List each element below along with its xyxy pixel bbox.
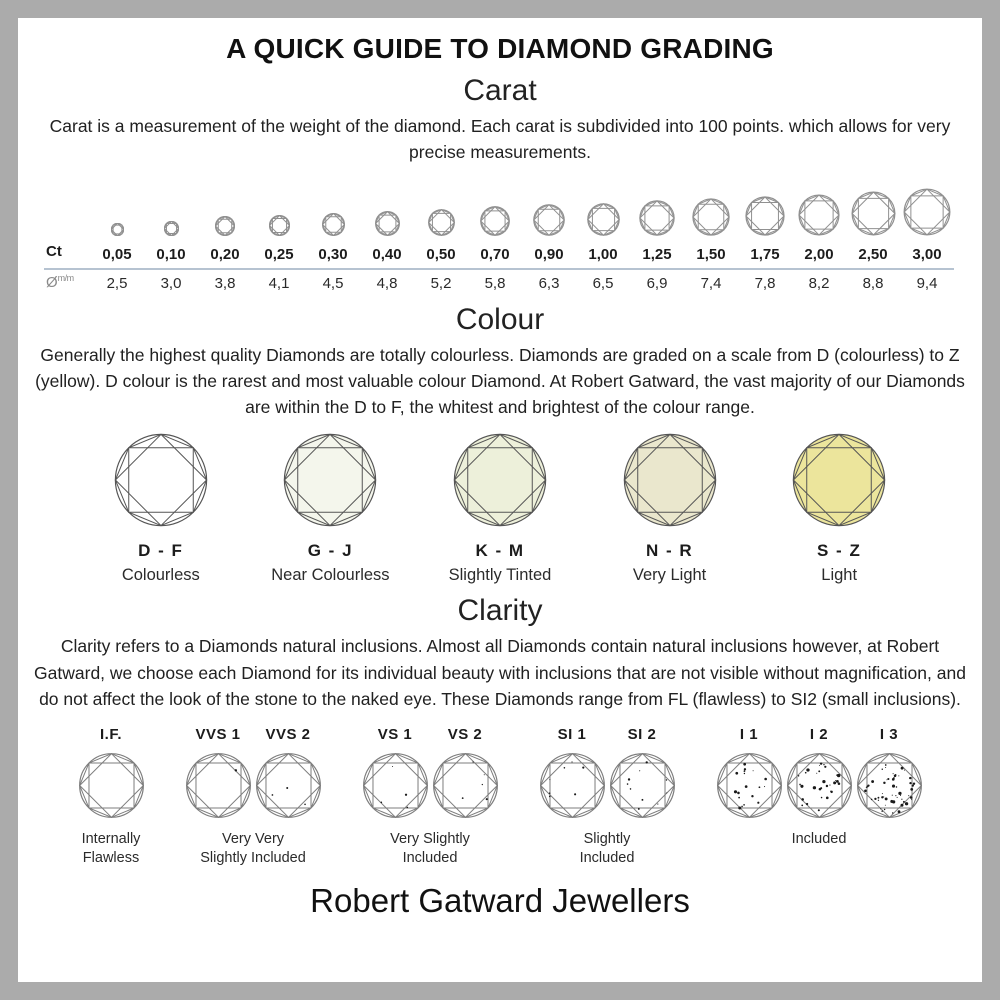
carat-diamond-icon [745,196,785,236]
carat-diamond-cell [252,174,306,236]
clarity-diamond-icon [786,752,853,819]
colour-grade-item [76,432,246,585]
colour-diamond-icon [282,432,378,528]
clarity-grade-code: SI 1 [557,726,587,743]
carat-weight-value: 0,30 [318,245,348,263]
colour-diamond-icon [113,432,209,528]
carat-weight-value: 0,50 [426,245,456,263]
colour-grade-item [415,432,585,585]
clarity-grade-code: I 1 [739,726,759,743]
clarity-diamond-row [78,752,145,819]
colour-grade-range: G - J [307,541,354,561]
clarity-group-label [580,830,635,868]
carat-weight-value: 0,20 [210,245,240,263]
clarity-group-label [82,830,141,868]
carat-diamond-cell [846,174,900,236]
clarity-section [18,594,982,867]
clarity-diamond-row [716,752,923,819]
clarity-diamond-icon [716,752,783,819]
carat-weight-value: 1,75 [750,245,780,263]
carat-diamond-icon [639,200,675,236]
clarity-group [185,726,322,868]
diamond-diameter-value: 5,8 [484,274,506,292]
clarity-group-label-line: Slightly [583,831,631,847]
carat-description: Carat is a measurement of the weight of the diamond. Each carat is subdivided into 100 points. which allows for very precise measurements. [49,116,951,163]
carat-diamond-cell [414,174,468,236]
carat-diamond-icon [428,209,455,236]
carat-diamond-icon [164,221,179,236]
carat-diamond-cell [684,174,738,236]
clarity-group-label [792,830,847,849]
carat-diamond-cell [792,174,846,236]
clarity-code-row [362,726,499,743]
carat-weight-value: 0,10 [156,245,186,263]
carat-diamond-cell [360,174,414,236]
carat-weight-value: 0,40 [372,245,402,263]
carat-diamond-cell [576,174,630,236]
clarity-heading: Clarity [457,594,543,628]
clarity-diamond-row [539,752,676,819]
clarity-group-label-line: Flawless [82,849,140,866]
clarity-diamond-icon [539,752,606,819]
clarity-group-label-line: Internally [81,831,141,847]
clarity-group-label-line: Included [402,849,458,866]
clarity-group-label-line: Very Very [221,831,285,847]
diamond-diameter-value: 6,9 [646,274,668,292]
carat-diamond-icon [533,204,565,236]
clarity-grade-code: I 3 [879,726,899,743]
carat-diamond-icon [215,216,235,236]
colour-grade-label: Colourless [121,566,200,585]
carat-diamond-icon [269,215,290,236]
clarity-diamond-icon [78,752,145,819]
carat-weight-value: 1,50 [696,245,726,263]
carat-diamond-cell [306,174,360,236]
carat-diamond-cell [900,174,954,236]
carat-diamond-cell [630,174,684,236]
carat-weight-value: 0,90 [534,245,564,263]
colour-diamond-icon [452,432,548,528]
carat-section [18,74,982,294]
clarity-code-row [716,726,923,743]
diamond-diameter-value: 5,2 [430,274,452,292]
clarity-group [362,726,499,868]
clarity-group-label-line: Very Slightly [390,831,470,847]
diameter-row-label: $Ø^{m/m}$ [46,272,74,291]
colour-grade-scale [18,432,982,585]
colour-grade-range: K - M [475,541,525,561]
clarity-group [716,726,923,868]
carat-diamond-icon [322,213,345,236]
carat-diamond-cell [90,174,144,236]
diamond-diameter-value: 4,8 [376,274,398,292]
carat-diamond-icon [587,203,620,236]
carat-weight-value: 0,05 [102,245,132,263]
clarity-grade-code: I 2 [809,726,829,743]
diamond-diameter-value: 9,4 [916,274,938,292]
diamond-diameter-value: 4,1 [268,274,290,292]
clarity-diamond-icon [432,752,499,819]
diamond-diameter-value: 2,5 [106,274,128,292]
clarity-group-label-line: Included [791,831,847,847]
carat-weight-value: 0,70 [480,245,510,263]
carat-diamond-icon [798,194,840,236]
colour-grade-range: S - Z [817,541,862,561]
page-title: A QUICK GUIDE TO DIAMOND GRADING [226,33,774,64]
diamond-diameter-value: 4,5 [322,274,344,292]
diamond-diameter-value: 6,5 [592,274,614,292]
carat-weight-value: 1,00 [588,245,618,263]
clarity-grade-code: VS 1 [377,726,413,743]
carat-diamond-cell [522,174,576,236]
clarity-group-label-line: Slightly Included [200,849,306,866]
colour-grade-item [246,432,416,585]
clarity-grade-code: I.F. [99,726,122,743]
colour-diamond-icon [791,432,887,528]
clarity-group [78,726,145,868]
carat-heading: Carat [463,74,537,107]
colour-grade-item [754,432,924,585]
clarity-grade-code: VS 2 [447,726,483,743]
clarity-grade-code: VVS 2 [265,726,311,743]
colour-grade-label: Near Colourless [271,566,390,585]
clarity-diamond-icon [362,752,429,819]
carat-weight-value: 3,00 [912,245,942,263]
colour-diamond-icon [622,432,718,528]
diamond-diameter-value: 8,8 [862,274,884,292]
carat-diamond-cell [198,174,252,236]
clarity-grade-code: VVS 1 [195,726,241,743]
clarity-diamond-icon [609,752,676,819]
colour-section [18,303,982,586]
diamond-diameter-value: 7,8 [754,274,776,292]
colour-grade-range: N - R [645,541,694,561]
colour-heading: Colour [455,302,545,336]
colour-grade-range: D - F [138,541,184,561]
carat-diamond-cell [468,174,522,236]
carat-diamond-icon [903,188,951,236]
carat-diamond-icon [851,191,896,236]
colour-grade-label: Light [821,566,858,585]
carat-diamond-cell [144,174,198,236]
clarity-diamond-icon [185,752,252,819]
carat-diamond-icon [692,198,730,236]
clarity-diamond-icon [856,752,923,819]
clarity-description: Clarity refers to a Diamonds natural inclusions. Almost all Diamonds contain natural inclusions however, at Robert Gatward, we choose each Diamond for its individual beauty with inclusions that are not visible without magnification, and do not affect the look of the stone to the naked eye. These Diamonds range from FL (flawless) to SI2 (small inclusions). [34,636,966,709]
carat-row-label: Ct [46,243,62,260]
diamond-diameter-value: 6,3 [538,274,560,292]
diamond-diameter-value: 3,0 [160,274,182,292]
clarity-code-row [78,726,145,743]
carat-weight-value: 1,25 [642,245,672,263]
clarity-group [539,726,676,868]
guide-page [18,18,982,982]
diamond-diameter-value: 7,4 [700,274,722,292]
carat-diamond-icon [375,211,400,236]
brand-footer: Robert Gatward Jewellers [310,881,690,919]
clarity-group-label [200,830,306,868]
carat-diamond-icon [111,223,124,236]
colour-description: Generally the highest quality Diamonds are totally colourless. Diamonds are graded on a scale from D (colourless) to Z (yellow). D colour is the rarest and most valuable colour Diamond. At Robert Gatward, the vast majority of our Diamonds are within the D to F, the whitest and brightest of the colour range. [35,344,965,417]
carat-diamond-cell [738,174,792,236]
clarity-diamond-row [185,752,322,819]
carat-weight-value: 0,25 [264,245,294,263]
clarity-diamond-row [362,752,499,819]
clarity-grade-scale [18,726,982,868]
colour-grade-label: Slightly Tinted [448,566,552,585]
carat-size-chart [44,174,954,294]
clarity-grade-code: SI 2 [627,726,657,743]
clarity-group-label [390,830,470,868]
diamond-diameter-value: 8,2 [808,274,830,292]
carat-weight-value: 2,50 [858,245,888,263]
clarity-code-row [185,726,322,743]
clarity-diamond-icon [255,752,322,819]
colour-grade-item [585,432,755,585]
diamond-diameter-value: 3,8 [214,274,236,292]
clarity-code-row [539,726,676,743]
carat-diamond-icon [480,206,510,236]
colour-grade-label: Very Light [632,566,707,585]
clarity-group-label-line: Included [579,849,635,866]
carat-weight-value: 2,00 [804,245,834,263]
